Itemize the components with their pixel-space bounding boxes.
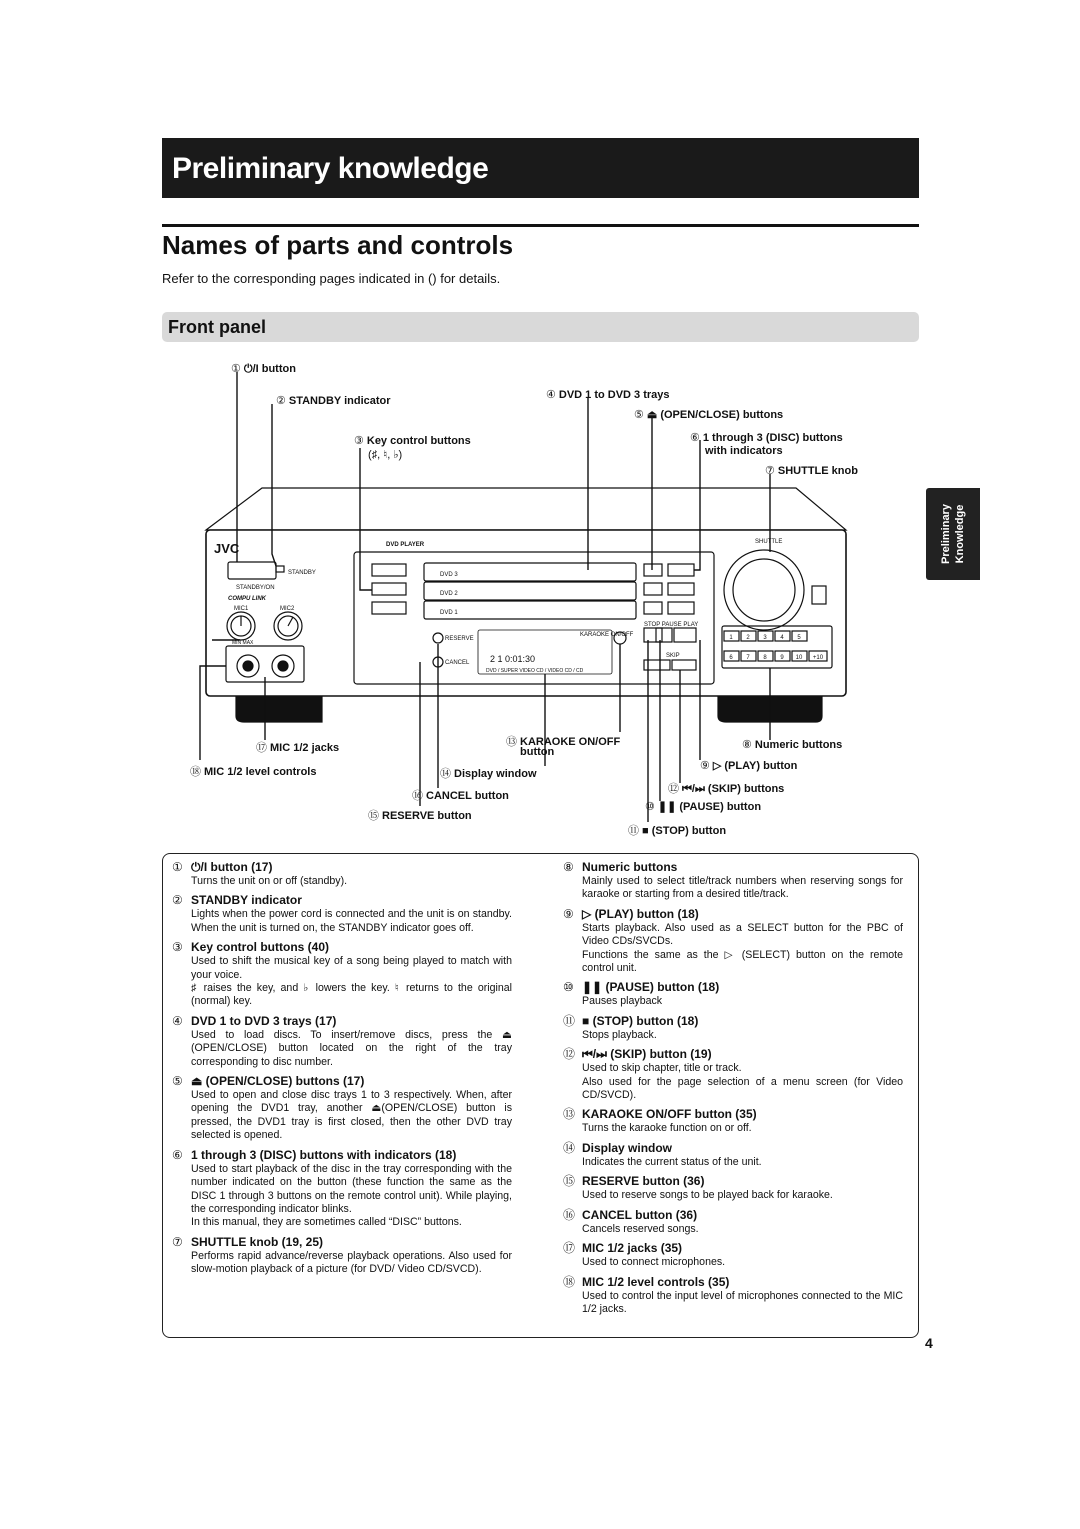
num-key-3[interactable]: 3 (763, 635, 767, 641)
num-key-5[interactable]: 5 (797, 635, 801, 641)
description-title: ⑥ 1 through 3 (DISC) buttons with indicators (18) (172, 1147, 457, 1162)
callout-karaoke-line2: button (520, 746, 555, 758)
callout-skip: ⑫ ⏮/⏭ (SKIP) buttons (668, 783, 785, 795)
description-title: ⑩ ❚❚ (PAUSE) button (18) (563, 980, 720, 995)
description-title: ⑰ MIC 1/2 jacks (35) (563, 1241, 683, 1256)
description-item (563, 1014, 903, 1042)
num-key-7[interactable]: 7 (746, 655, 750, 661)
callout-power: ① ⏻/I button (231, 363, 296, 375)
tray-label-3: DVD 3 (440, 572, 458, 578)
description-title: ⑦ SHUTTLE knob (19, 25) (172, 1234, 324, 1249)
description-item (172, 1014, 512, 1069)
description-body: Used to start playback of the disc in the tray corresponding with the number indicated on the button (these function the same as the DISC 1 through 3 buttons on the remote control unit). While playing, the corresponding indicator blinks. (191, 1162, 512, 1215)
description-title: ⑫ ⏮/⏭ (SKIP) button (19) (563, 1047, 712, 1062)
subheading: Front panel (168, 317, 266, 337)
callout-karaoke: ⑬ KARAOKE ON/OFF (506, 736, 621, 748)
description-title: ① ⏻/I button (17) (172, 860, 273, 874)
description-item (563, 1208, 903, 1236)
page-number: 4 (925, 1335, 933, 1351)
page-heading: Names of parts and controls (162, 230, 514, 260)
num-key-plus10[interactable]: +10 (812, 655, 824, 661)
side-tab-line2: Knowledge (954, 504, 966, 564)
description-title: ⑱ MIC 1/2 level controls (35) (563, 1274, 730, 1289)
display-readout: 2 1 0:01:30 (490, 654, 536, 664)
description-title: ⑮ RESERVE button (36) (563, 1174, 705, 1189)
description-title: ④ DVD 1 to DVD 3 trays (17) (172, 1013, 337, 1028)
description-body: Cancels reserved songs. (582, 1222, 699, 1235)
description-body: In this manual, they are sometimes called “DISC” buttons. (191, 1216, 462, 1229)
num-key-10[interactable]: 10 (795, 655, 803, 661)
num-key-9[interactable]: 9 (780, 655, 784, 661)
callout-mic-levels: ⑱ MIC 1/2 level controls (190, 766, 317, 778)
description-body: Turns the unit on or off (standby). (191, 875, 348, 887)
description-body: Used to skip chapter, title or track. (582, 1062, 742, 1075)
description-body: Pauses playback (582, 995, 663, 1008)
description-body: Used to shift the musical key of a song being played to match with your voice. (191, 955, 512, 981)
description-body: Indicates the current status of the unit. (582, 1155, 762, 1168)
description-body: Used to control the input level of microphones connected to the MIC 1/2 jacks. (582, 1289, 903, 1315)
callout-key-control: ③ Key control buttons (354, 435, 471, 447)
description-title: ⑤ ⏏ (OPEN/CLOSE) buttons (17) (172, 1074, 365, 1089)
standby-on-text: STANDBY/ON (236, 585, 275, 591)
description-body: Also used for the page selection of a menu screen (for Video CD/SVCD). (582, 1075, 903, 1102)
callout-disc-buttons-line2: with indicators (705, 445, 783, 457)
reserve-text: RESERVE (445, 636, 474, 642)
description-item (172, 860, 512, 888)
description-body: Used to reserve songs to be played back for karaoke. (582, 1189, 833, 1202)
description-title: ② STANDBY indicator (172, 893, 302, 908)
description-title: ⑭ Display window (563, 1140, 673, 1155)
callout-display: ⑭ Display window (440, 768, 537, 780)
callout-standby: ② STANDBY indicator (276, 395, 391, 407)
banner-title: Preliminary knowledge (172, 152, 489, 185)
num-key-2[interactable]: 2 (746, 635, 750, 641)
description-body: Used to connect microphones. (582, 1256, 726, 1269)
description-item (563, 1241, 903, 1269)
level-min-max: MIN MAX (232, 640, 254, 646)
tray-label-2: DVD 2 (440, 591, 458, 597)
callout-open-close: ⑤ ⏏ (OPEN/CLOSE) buttons (634, 409, 784, 421)
description-item (563, 1275, 903, 1317)
mic2-label: MIC2 (280, 606, 295, 612)
callout-pause: ⑩ ❚❚ (PAUSE) button (645, 801, 762, 813)
description-item (563, 907, 903, 976)
num-key-6[interactable]: 6 (729, 655, 733, 661)
shuttle-text: SHUTTLE (755, 539, 783, 545)
description-body: Stops playback. (582, 1028, 657, 1041)
compulink-text: COMPU LINK (228, 596, 266, 602)
description-item (563, 980, 903, 1008)
description-body: Lights when the power cord is connected and the unit is on standby. When the unit is turned on, the STANDBY indicator goes off. (191, 908, 512, 934)
description-body: Starts playback. Also used as a SELECT button for the PBC of Video CDs/SVCDs. (582, 921, 903, 948)
description-title: ⑨ ▷ (PLAY) button (18) (563, 906, 699, 921)
description-item (563, 1107, 903, 1135)
side-tab-line1: Preliminary (940, 504, 952, 564)
description-item (172, 940, 512, 1009)
display-subtext: DVD / SUPER VIDEO CD / VIDEO CD / CD (486, 668, 584, 674)
callout-key-symbols: (♯, ♮, ♭) (368, 449, 403, 461)
mic1-label: MIC1 (234, 606, 249, 612)
callout-cancel: ⑯ CANCEL button (412, 790, 509, 802)
skip-label: SKIP (666, 653, 680, 659)
standby-text: STANDBY (288, 570, 316, 576)
callout-shuttle: ⑦ SHUTTLE knob (765, 465, 858, 477)
description-item (563, 860, 903, 902)
description-item (172, 1148, 512, 1230)
description-item (172, 1235, 512, 1277)
callout-mic-jacks: ⑰ MIC 1/2 jacks (256, 742, 340, 754)
tray-label-1: DVD 1 (440, 610, 458, 616)
callout-stop: ⑪ ■ (STOP) button (628, 825, 727, 837)
transport-labels: STOP PAUSE PLAY (644, 622, 699, 628)
description-title: ③ Key control buttons (40) (172, 940, 330, 955)
description-body: Mainly used to select title/track numbers when reserving songs for karaoke or starting from a desired title/track. (582, 875, 903, 901)
description-body: Used to load discs. To insert/remove discs, press the ⏏ (OPEN/CLOSE) button located on the right of the tray corresponding to disc number. (191, 1028, 512, 1068)
brand-logo: JVC (214, 541, 240, 556)
description-body: ♯ raises the key, and ♭ lowers the key. ♮ returns to the original (normal) key. (191, 982, 512, 1008)
description-item (172, 1074, 512, 1143)
description-item (563, 1047, 903, 1102)
description-title: ⑯ CANCEL button (36) (563, 1207, 698, 1222)
num-key-4[interactable]: 4 (780, 635, 784, 641)
description-title: ⑧ Numeric buttons (563, 860, 678, 874)
descriptions-right-column (563, 860, 903, 1321)
intro-text: Refer to the corresponding pages indicated in () for details. (162, 271, 501, 286)
callout-play: ⑨ ▷ (PLAY) button (700, 760, 798, 772)
callout-numeric: ⑧ Numeric buttons (742, 739, 843, 751)
description-body: Turns the karaoke function on or off. (582, 1122, 752, 1135)
description-body: Used to open and close disc trays 1 to 3 respectively. When, after opening the DVD1 tray, another ⏏(OPEN/CLOSE) button is pressed, the DVD1 tray is first closed, then the other DVD tray selected is opened. (191, 1089, 512, 1142)
callout-reserve: ⑮ RESERVE button (368, 810, 472, 822)
description-item (563, 1141, 903, 1169)
description-item (172, 893, 512, 935)
karaoke-text: KARAOKE ON/OFF (580, 632, 634, 638)
description-item (563, 1174, 903, 1202)
description-body: Functions the same as the ▷ (SELECT) button on the remote control unit. (582, 948, 903, 975)
model-label: DVD PLAYER (386, 542, 425, 548)
cancel-text: CANCEL (445, 660, 470, 666)
description-title: ⑬ KARAOKE ON/OFF button (35) (563, 1107, 757, 1122)
num-key-1[interactable]: 1 (729, 635, 733, 641)
description-body: Performs rapid advance/reverse playback operations. Also used for slow-motion playback of a picture (for DVD/ Video CD/SVCD). (191, 1249, 512, 1276)
callout-trays: ④ DVD 1 to DVD 3 trays (546, 389, 670, 401)
descriptions-left-column (172, 860, 512, 1282)
callout-disc-buttons: ⑥ 1 through 3 (DISC) buttons (690, 432, 843, 444)
description-title: ⑪ ■ (STOP) button (18) (563, 1013, 699, 1028)
num-key-8[interactable]: 8 (763, 655, 767, 661)
